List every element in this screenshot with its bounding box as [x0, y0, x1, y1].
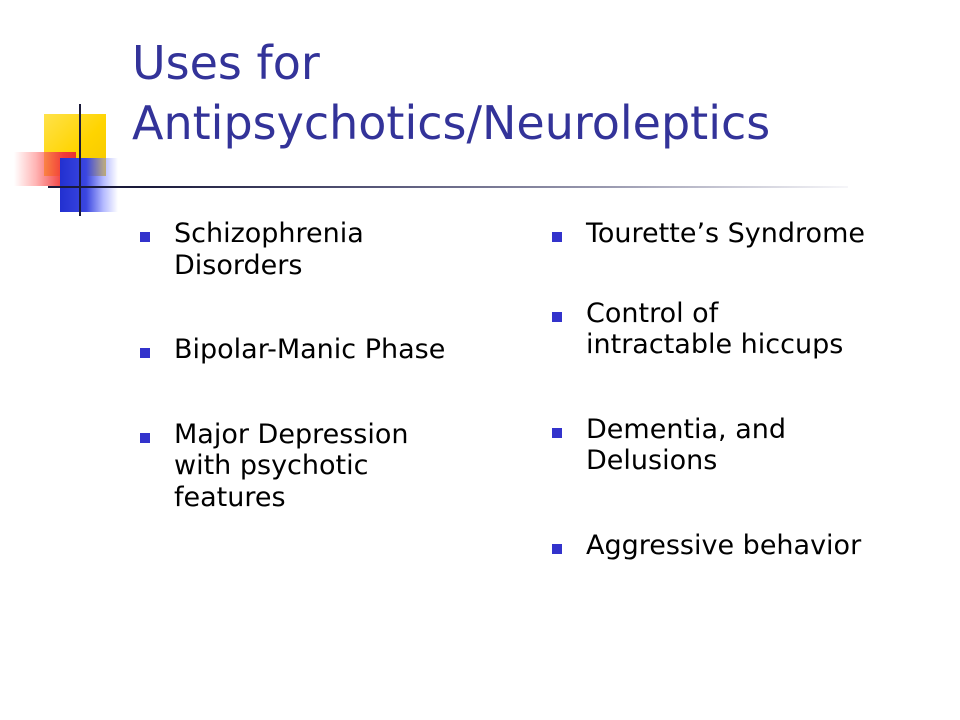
title-line: Antipsychotics/Neuroleptics — [132, 95, 771, 150]
bullet-text-line: features — [174, 481, 286, 513]
bullet-text-line: Delusions — [586, 445, 718, 477]
bullet-item — [140, 419, 520, 514]
bullet-text-line: intractable hiccups — [586, 329, 844, 361]
left-bullet-list — [140, 218, 520, 513]
bullet-square-icon — [552, 312, 562, 322]
bullet-text-line: Aggressive behavior — [586, 529, 862, 561]
bullet-item — [552, 530, 942, 562]
title-line: Uses for — [132, 36, 320, 90]
bullet-item — [140, 334, 520, 366]
bullet-item — [552, 414, 942, 477]
bullet-square-icon — [140, 232, 150, 242]
bullet-square-icon — [552, 544, 562, 554]
bullet-item — [140, 218, 520, 281]
bullet-text-line: with psychotic — [174, 450, 369, 482]
bullet-square-icon — [552, 232, 562, 242]
right-bullet-list — [552, 218, 942, 561]
bullet-item — [552, 298, 942, 361]
bullet-text-line: Major Depression — [174, 418, 409, 450]
corner-ornament — [0, 0, 140, 230]
bullet-square-icon — [552, 428, 562, 438]
bullet-square-icon — [140, 348, 150, 358]
bullet-text-line: Tourette’s Syndrome — [586, 218, 865, 249]
bullet-square-icon — [140, 433, 150, 443]
slide-title — [132, 34, 932, 154]
ornament-blue-square — [60, 158, 118, 212]
bullet-item — [552, 218, 942, 250]
bullet-text-line: Control of — [586, 297, 719, 329]
bullet-text-line: Bipolar-Manic Phase — [174, 334, 446, 366]
title-underline — [48, 186, 848, 188]
bullet-text-line: Dementia, and — [586, 413, 787, 445]
ornament-vertical-line — [79, 104, 81, 216]
bullet-text-line: Disorders — [174, 249, 303, 281]
bullet-text-line: Schizophrenia — [174, 218, 364, 249]
